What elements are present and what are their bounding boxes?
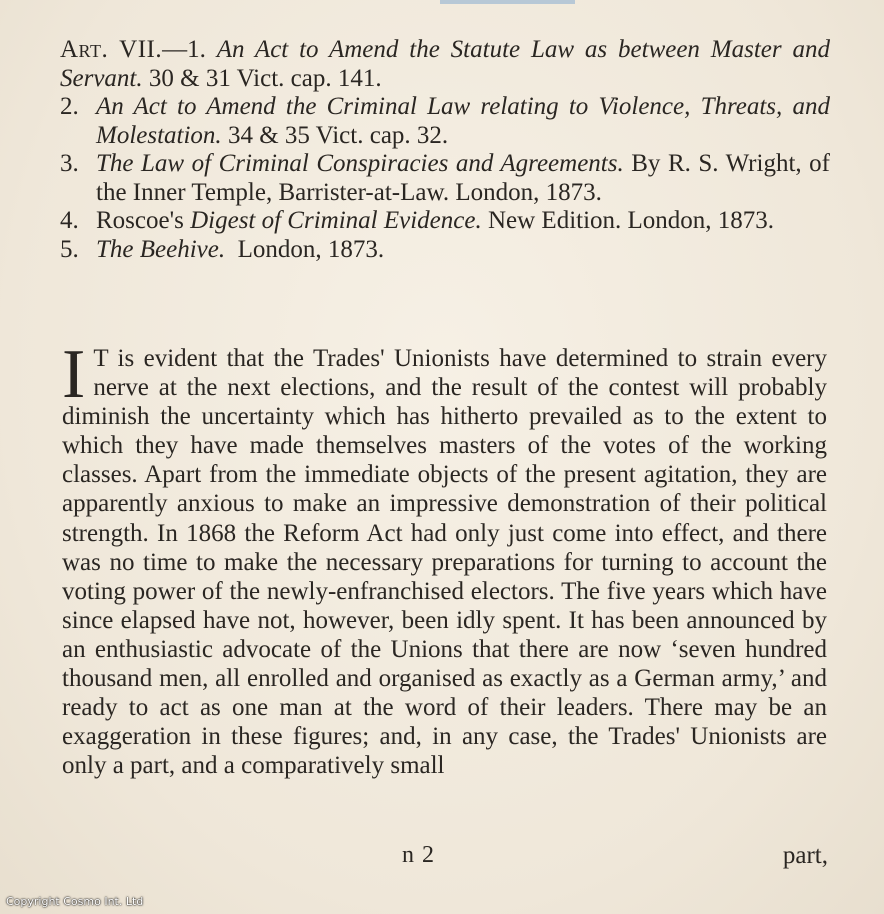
reference-item-4 xyxy=(60,207,830,236)
signature-mark: n 2 xyxy=(402,842,435,868)
body-text: T is evident that the Trades' Unionists have determined to strain every nerve at the next elections, and the result of the contest will probably diminish the uncertainty which has hitherto prevailed as to the extent to which they have made themselves masters of the votes of the working classes. Apart from the immediate objects of the present agitation, they are apparently anxious to make an impressive demonstration of their political strength. In 1868 the Reform Act had only just come into effect, and there was no time to make the necessary preparations for turning to account the voting power of the newly-enfranchised electors. The five years which have since elapsed have not, however, been idly spent. It has been announced by an enthusiastic advocate of the Unions that there are now ‘seven hundred thousand men, all enrolled and organised as exactly as a German army,’ and ready to act as one man at the word of their leaders. There may be an exaggeration in these figures; and, in any case, the Trades' Unionists are only a part, and a comparatively small xyxy=(62,345,827,780)
reference-citation: New Edition. London, 1873. xyxy=(487,207,775,234)
article-number: —1. xyxy=(162,36,206,63)
reference-title: An Act to Amend the Criminal Law relating to Violence, Threats, and Molestation. xyxy=(96,93,830,149)
reference-title: An Act to Amend the Statute Law as between Master and Servant. xyxy=(60,36,830,92)
reference-item-2 xyxy=(60,93,830,150)
reference-number: 3. xyxy=(60,150,79,177)
reference-citation: 34 & 35 Vict. cap. 32. xyxy=(227,121,449,149)
reference-number: 4. xyxy=(60,207,79,234)
reference-number: 2. xyxy=(60,93,79,120)
top-edge-strip xyxy=(440,0,575,4)
drop-cap: I xyxy=(62,336,86,413)
reference-item-5 xyxy=(60,236,830,265)
copyright-watermark: Copyright Cosmo Int. Ltd xyxy=(6,895,144,908)
reference-title: The Law of Criminal Conspiracies and Agreements. xyxy=(96,150,624,177)
reference-item-1 xyxy=(60,36,830,93)
reference-title: Digest of Criminal Evidence. xyxy=(190,207,482,234)
body-paragraph xyxy=(62,336,827,780)
reference-author: Roscoe's xyxy=(96,207,184,234)
article-references xyxy=(60,36,830,264)
reference-citation: By R. S. Wright, of the Inner Temple, Barrister-at-Law. London, 1873. xyxy=(96,150,830,206)
reference-title: The Beehive. xyxy=(96,235,226,263)
reference-item-3 xyxy=(60,150,830,207)
article-label: Art. VII. xyxy=(60,36,163,63)
reference-citation: London, 1873. xyxy=(237,235,385,263)
reference-citation: 30 & 31 Vict. cap. 141. xyxy=(148,64,382,92)
catchword: part, xyxy=(782,842,828,869)
reference-number: 5. xyxy=(60,235,79,263)
